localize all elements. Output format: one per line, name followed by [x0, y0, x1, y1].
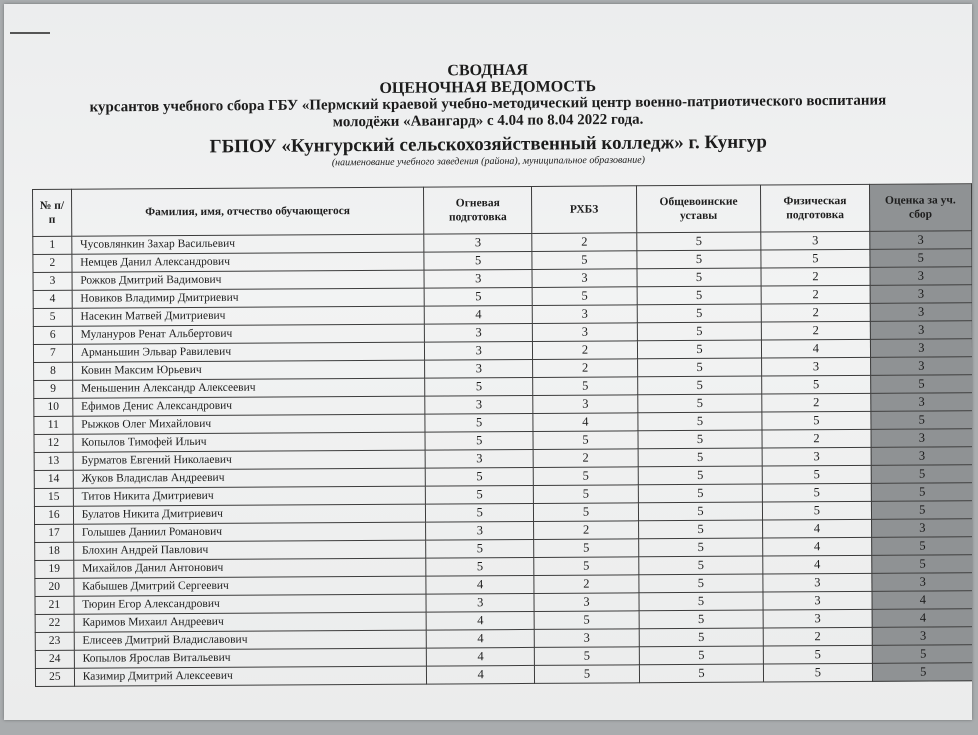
- document-sheet: [4, 4, 972, 720]
- student-name: Рыжков Олег Михайлович: [73, 414, 426, 434]
- rhbz-grade: 3: [533, 395, 638, 414]
- physical-grade: 5: [761, 249, 870, 268]
- row-number: 24: [35, 650, 74, 668]
- final-grade: 4: [872, 591, 972, 610]
- regulations-grade: 5: [637, 376, 761, 395]
- fire-training-grade: 5: [426, 485, 534, 504]
- physical-grade: 4: [763, 537, 872, 556]
- student-name: Арманьшин Эльвар Равилевич: [72, 342, 425, 362]
- fire-training-grade: 4: [427, 647, 535, 666]
- regulations-grade: 5: [639, 628, 763, 647]
- student-name: Чусовлянкин Захар Васильевич: [72, 234, 425, 254]
- regulations-grade: 5: [637, 250, 761, 269]
- final-grade: 3: [872, 573, 972, 592]
- physical-grade: 4: [763, 555, 872, 574]
- rhbz-grade: 2: [532, 233, 637, 252]
- rhbz-grade: 5: [533, 377, 638, 396]
- regulations-grade: 5: [638, 502, 762, 521]
- physical-grade: 4: [762, 339, 871, 358]
- regulations-grade: 5: [639, 664, 763, 683]
- fire-training-grade: 4: [426, 629, 534, 648]
- rhbz-grade: 5: [532, 287, 637, 306]
- final-grade: 5: [871, 537, 972, 556]
- student-name: Ефимов Денис Александрович: [73, 396, 426, 416]
- row-number: 13: [34, 452, 73, 470]
- rhbz-grade: 5: [533, 431, 638, 450]
- final-grade: 5: [872, 663, 972, 682]
- physical-grade: 3: [763, 591, 872, 610]
- regulations-grade: 5: [638, 520, 762, 539]
- student-name: Новиков Владимир Дмитриевич: [72, 288, 425, 308]
- rhbz-grade: 5: [532, 251, 637, 270]
- student-name: Копылов Тимофей Ильич: [73, 432, 426, 452]
- final-grade: 3: [871, 429, 972, 448]
- rhbz-grade: 2: [534, 575, 639, 594]
- rhbz-grade: 5: [534, 557, 639, 576]
- regulations-grade: 5: [637, 322, 761, 341]
- final-grade: 5: [870, 249, 972, 268]
- student-name: Булатов Никита Дмитриевич: [73, 504, 426, 524]
- student-name: Меньшенин Александр Алексеевич: [72, 378, 425, 398]
- rhbz-grade: 5: [534, 611, 639, 630]
- row-number: 7: [33, 344, 72, 362]
- row-number: 18: [35, 542, 74, 560]
- student-name: Тюрин Егор Александрович: [74, 594, 427, 614]
- row-number: 10: [34, 398, 73, 416]
- subtitle: курсантов учебного сбора ГБУ «Пермский краевой учебно-методический центр военно-патриотического воспитания молодёжи «Авангард» с 4.04 по 8.04 2022 года.: [89, 92, 887, 131]
- student-name: Бурматов Евгений Николаевич: [73, 450, 426, 470]
- fire-training-grade: 3: [425, 323, 533, 342]
- physical-grade: 2: [761, 285, 870, 304]
- physical-grade: 5: [764, 663, 873, 682]
- student-name: Ковин Максим Юрьевич: [72, 360, 425, 380]
- student-name: Блохин Андрей Павлович: [73, 540, 426, 560]
- row-number: 25: [35, 668, 74, 686]
- student-name: Мулануров Ренат Альбертович: [72, 324, 425, 344]
- pen-mark: [10, 32, 50, 34]
- regulations-grade: 5: [638, 394, 762, 413]
- column-header-regulations: Общевоинские уставы: [636, 185, 761, 233]
- final-grade: 3: [870, 393, 972, 412]
- final-grade: 3: [871, 447, 972, 466]
- final-grade: 5: [871, 411, 972, 430]
- grades-table: [32, 183, 972, 687]
- row-number: 8: [34, 362, 73, 380]
- fire-training-grade: 3: [426, 593, 534, 612]
- rhbz-grade: 5: [534, 539, 639, 558]
- regulations-grade: 5: [639, 592, 763, 611]
- column-header-number: № п/п: [33, 189, 72, 236]
- physical-grade: 3: [762, 447, 871, 466]
- table-header-row: [33, 184, 972, 237]
- institution-name: ГБПОУ «Кунгурский сельскохозяйственный колледж» г. Кунгур: [209, 131, 767, 158]
- fire-training-grade: 5: [424, 287, 532, 306]
- rhbz-grade: 2: [533, 359, 638, 378]
- student-name: Жуков Владислав Андреевич: [73, 468, 426, 488]
- regulations-grade: 5: [639, 574, 763, 593]
- title-line-1: СВОДНАЯ: [447, 61, 528, 80]
- rhbz-grade: 5: [533, 485, 638, 504]
- row-number: 9: [34, 380, 73, 398]
- column-header-final-grade: Оценка за уч. сбор: [869, 184, 972, 232]
- regulations-grade: 5: [638, 466, 762, 485]
- physical-grade: 2: [763, 627, 872, 646]
- column-header-name: Фамилия, имя, отчество обучающегося: [71, 187, 424, 236]
- row-number: 12: [34, 434, 73, 452]
- fire-training-grade: 3: [425, 341, 533, 360]
- row-number: 11: [34, 416, 73, 434]
- fire-training-grade: 5: [425, 377, 533, 396]
- final-grade: 4: [872, 609, 972, 628]
- rhbz-grade: 3: [532, 323, 637, 342]
- fire-training-grade: 3: [424, 233, 532, 252]
- physical-grade: 3: [761, 231, 870, 250]
- rhbz-grade: 2: [533, 449, 638, 468]
- regulations-grade: 5: [639, 556, 763, 575]
- fire-training-grade: 5: [425, 413, 533, 432]
- physical-grade: 5: [762, 465, 871, 484]
- regulations-grade: 5: [637, 286, 761, 305]
- fire-training-grade: 3: [425, 359, 533, 378]
- final-grade: 3: [870, 267, 972, 286]
- row-number: 17: [35, 524, 74, 542]
- final-grade: 3: [870, 339, 972, 358]
- regulations-grade: 5: [637, 304, 761, 323]
- fire-training-grade: 3: [426, 521, 534, 540]
- regulations-grade: 5: [637, 358, 761, 377]
- student-name: Насекин Матвей Дмитриевич: [72, 306, 425, 326]
- column-header-fire-training: Огневая подготовка: [424, 186, 532, 234]
- row-number: 5: [33, 308, 72, 326]
- fire-training-grade: 4: [426, 611, 534, 630]
- physical-grade: 5: [763, 501, 872, 520]
- student-name: Кабышев Дмитрий Сергеевич: [74, 576, 427, 596]
- physical-grade: 5: [763, 645, 872, 664]
- column-header-rhbz: РХБЗ: [532, 186, 637, 234]
- rhbz-grade: 3: [532, 269, 637, 288]
- fire-training-grade: 5: [426, 557, 534, 576]
- student-name: Немцев Данил Александрович: [72, 252, 425, 272]
- row-number: 4: [33, 290, 72, 308]
- physical-grade: 5: [762, 375, 871, 394]
- student-name: Голышев Даниил Романович: [73, 522, 426, 542]
- row-number: 3: [33, 272, 72, 290]
- regulations-grade: 5: [639, 646, 763, 665]
- title-line-2: ОЦЕНОЧНАЯ ВЕДОМОСТЬ: [379, 78, 597, 97]
- row-number: 15: [34, 488, 73, 506]
- regulations-grade: 5: [638, 448, 762, 467]
- physical-grade: 2: [761, 303, 870, 322]
- final-grade: 3: [870, 285, 972, 304]
- fire-training-grade: 4: [427, 665, 535, 684]
- final-grade: 5: [871, 555, 972, 574]
- student-name: Копылов Ярослав Витальевич: [74, 648, 427, 668]
- rhbz-grade: 5: [535, 665, 640, 684]
- row-number: 21: [35, 596, 74, 614]
- row-number: 20: [35, 578, 74, 596]
- column-header-physical: Физическая подготовка: [761, 184, 870, 232]
- fire-training-grade: 4: [424, 305, 532, 324]
- final-grade: 3: [872, 627, 972, 646]
- rhbz-grade: 5: [534, 503, 639, 522]
- row-number: 22: [35, 614, 74, 632]
- physical-grade: 2: [761, 321, 870, 340]
- fire-training-grade: 3: [424, 269, 532, 288]
- rhbz-grade: 5: [533, 467, 638, 486]
- row-number: 6: [33, 326, 72, 344]
- fire-training-grade: 5: [425, 467, 533, 486]
- physical-grade: 5: [762, 411, 871, 430]
- fire-training-grade: 3: [425, 449, 533, 468]
- row-number: 16: [34, 506, 73, 524]
- fire-training-grade: 3: [425, 395, 533, 414]
- rhbz-grade: 5: [534, 647, 639, 666]
- final-grade: 5: [871, 483, 972, 502]
- physical-grade: 3: [763, 609, 872, 628]
- final-grade: 3: [870, 357, 972, 376]
- physical-grade: 3: [762, 357, 871, 376]
- document-header: [4, 58, 972, 172]
- rhbz-grade: 4: [533, 413, 638, 432]
- student-name: Каримов Михаил Андреевич: [74, 612, 427, 632]
- regulations-grade: 5: [638, 412, 762, 431]
- final-grade: 3: [871, 519, 972, 538]
- rhbz-grade: 2: [534, 521, 639, 540]
- physical-grade: 2: [762, 393, 871, 412]
- final-grade: 5: [870, 375, 972, 394]
- institution-caption: (наименование учебного заведения (района), муниципальное образование): [331, 154, 646, 169]
- student-name: Рожков Дмитрий Вадимович: [72, 270, 425, 290]
- grades-table-wrapper: [32, 183, 972, 687]
- final-grade: 5: [871, 501, 972, 520]
- row-number: 14: [34, 470, 73, 488]
- final-grade: 5: [871, 465, 972, 484]
- row-number: 2: [33, 254, 72, 272]
- student-name: Елисеев Дмитрий Владиславович: [74, 630, 427, 650]
- physical-grade: 3: [763, 573, 872, 592]
- final-grade: 3: [870, 303, 972, 322]
- regulations-grade: 5: [638, 484, 762, 503]
- final-grade: 3: [869, 231, 971, 250]
- fire-training-grade: 5: [426, 539, 534, 558]
- final-grade: 3: [870, 321, 972, 340]
- student-name: Казимир Дмитрий Алексеевич: [74, 666, 427, 686]
- student-name: Титов Никита Дмитриевич: [73, 486, 426, 506]
- row-number: 23: [35, 632, 74, 650]
- physical-grade: 5: [762, 483, 871, 502]
- row-number: 19: [35, 560, 74, 578]
- fire-training-grade: 5: [426, 503, 534, 522]
- fire-training-grade: 4: [426, 575, 534, 594]
- rhbz-grade: 2: [533, 341, 638, 360]
- physical-grade: 2: [762, 429, 871, 448]
- final-grade: 5: [872, 645, 972, 664]
- regulations-grade: 5: [639, 610, 763, 629]
- student-name: Михайлов Данил Антонович: [74, 558, 427, 578]
- fire-training-grade: 5: [425, 431, 533, 450]
- rhbz-grade: 3: [532, 305, 637, 324]
- row-number: 1: [33, 236, 72, 254]
- physical-grade: 2: [761, 267, 870, 286]
- rhbz-grade: 3: [534, 629, 639, 648]
- regulations-grade: 5: [637, 268, 761, 287]
- regulations-grade: 5: [638, 430, 762, 449]
- regulations-grade: 5: [637, 232, 761, 251]
- rhbz-grade: 3: [534, 593, 639, 612]
- regulations-grade: 5: [638, 538, 762, 557]
- regulations-grade: 5: [637, 340, 761, 359]
- physical-grade: 4: [763, 519, 872, 538]
- fire-training-grade: 5: [424, 251, 532, 270]
